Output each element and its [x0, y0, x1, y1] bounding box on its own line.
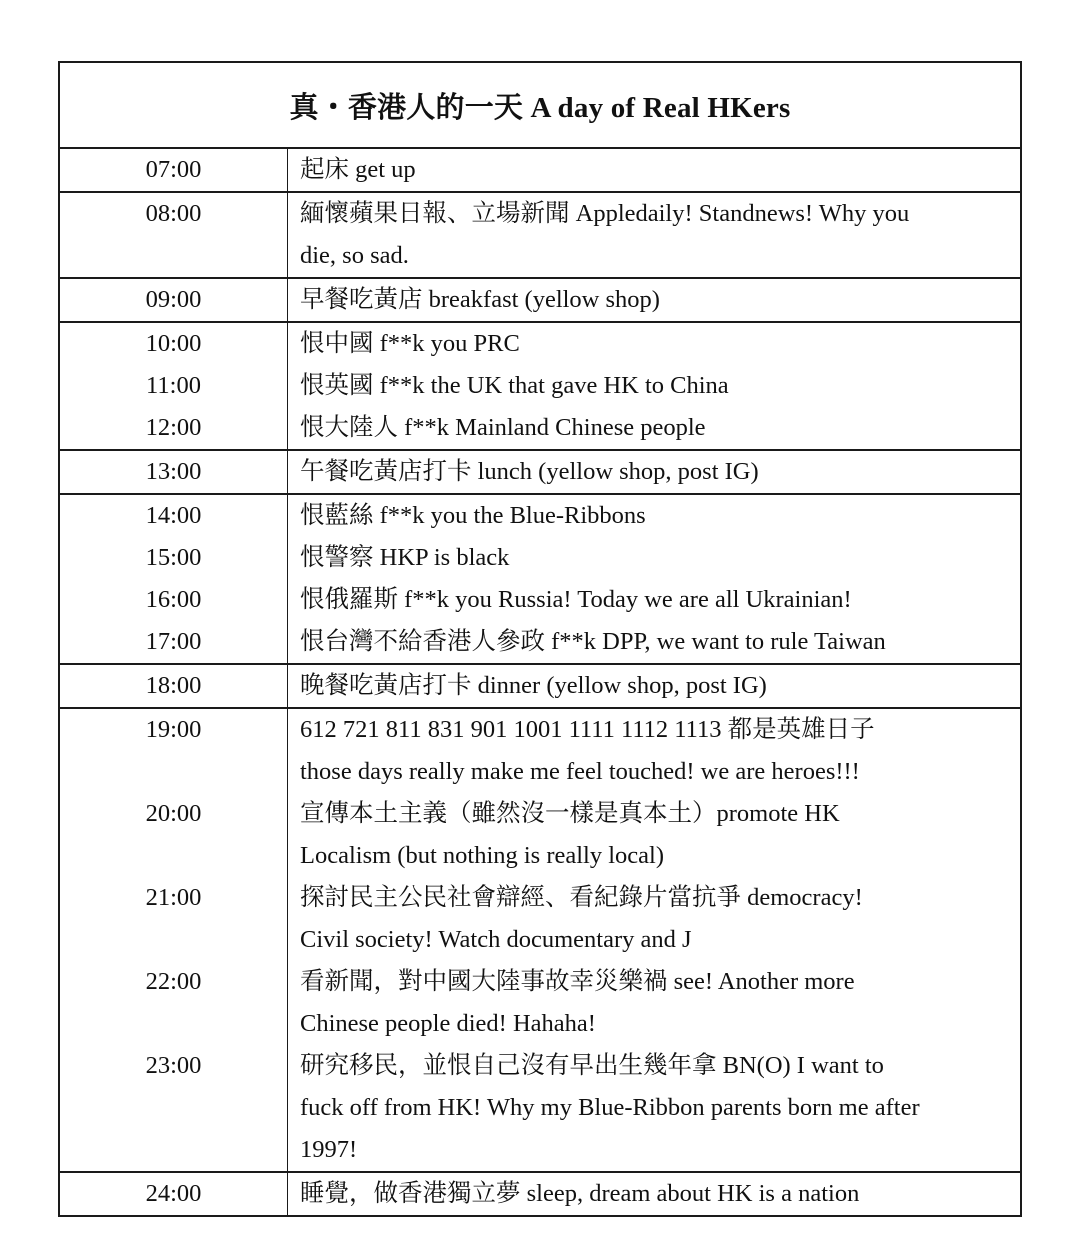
time-label: 23:00: [145, 1052, 202, 1079]
time-label: 24:00: [145, 1180, 202, 1207]
activity-cell: [288, 709, 1020, 1171]
table-title: 真・香港人的一天 A day of Real HKers: [60, 63, 1020, 149]
table-row: [60, 193, 1020, 279]
time-label: 15:00: [145, 544, 202, 571]
activity-text: those days really make me feel touched! we are heroes!!!: [300, 758, 860, 785]
activity-cell: [288, 193, 1020, 277]
table-row: [60, 495, 1020, 665]
activity-cell: [288, 451, 1020, 493]
time-label: 22:00: [145, 968, 202, 995]
activity-cell: [288, 279, 1020, 321]
table-row: [60, 149, 1020, 193]
time-label: 13:00: [145, 458, 202, 485]
time-label: 17:00: [145, 628, 202, 655]
activity-text: Chinese people died! Hahaha!: [300, 1010, 596, 1037]
activity-text: Localism (but nothing is really local): [300, 842, 665, 869]
time-cell: [60, 323, 288, 449]
activity-text: 恨大陸人 f**k Mainland Chinese people: [300, 414, 706, 441]
time-label: 20:00: [145, 800, 202, 827]
time-cell: [60, 665, 288, 707]
time-label: 21:00: [145, 884, 202, 911]
activity-cell: [288, 149, 1020, 191]
time-cell: [60, 1173, 288, 1215]
activity-text: 晚餐吃黃店打卡 dinner (yellow shop, post IG): [300, 672, 767, 699]
activity-text: 緬懷蘋果日報、立場新聞 Appledaily! Standnews! Why you: [300, 200, 910, 227]
schedule-rows: [60, 149, 1020, 1215]
activity-text: 睡覺，做香港獨立夢 sleep, dream about HK is a nation: [300, 1180, 860, 1207]
time-label: 09:00: [145, 286, 202, 313]
table-row: [60, 323, 1020, 451]
activity-text: 1997!: [300, 1136, 358, 1163]
activity-text: 恨台灣不給香港人參政 f**k DPP, we want to rule Taiwan: [300, 628, 886, 655]
activity-text: 恨英國 f**k the UK that gave HK to China: [300, 372, 729, 399]
time-label: 16:00: [145, 586, 202, 613]
activity-cell: [288, 665, 1020, 707]
table-row: [60, 451, 1020, 495]
time-label: 11:00: [146, 372, 201, 399]
activity-text: 探討民主公民社會辯經、看紀錄片當抗爭 democracy!: [300, 884, 863, 911]
time-label: 08:00: [145, 200, 202, 227]
time-cell: [60, 193, 288, 277]
time-label: 12:00: [145, 414, 202, 441]
activity-text: 午餐吃黃店打卡 lunch (yellow shop, post IG): [300, 458, 759, 485]
time-label: 07:00: [145, 156, 202, 183]
time-cell: [60, 279, 288, 321]
schedule-table: [58, 61, 1022, 1217]
table-row: [60, 279, 1020, 323]
time-cell: [60, 709, 288, 1171]
activity-cell: [288, 323, 1020, 449]
activity-text: Civil society! Watch documentary and J: [300, 926, 692, 953]
activity-text: 恨中國 f**k you PRC: [300, 330, 520, 357]
activity-text: 看新聞，對中國大陸事故幸災樂禍 see! Another more: [300, 968, 855, 995]
activity-text: 恨藍絲 f**k you the Blue-Ribbons: [300, 502, 646, 529]
activity-cell: [288, 1173, 1020, 1215]
activity-text: 起床 get up: [300, 156, 416, 183]
activity-text: fuck off from HK! Why my Blue-Ribbon parents born me after: [300, 1094, 920, 1121]
activity-text: 早餐吃黃店 breakfast (yellow shop): [300, 286, 660, 313]
activity-cell: [288, 495, 1020, 663]
activity-text: 研究移民，並恨自己沒有早出生幾年拿 BN(O) I want to: [300, 1052, 884, 1079]
activity-text: 612 721 811 831 901 1001 1111 1112 1113 都是英雄日子: [300, 716, 875, 743]
time-label: 14:00: [145, 502, 202, 529]
time-label: 10:00: [145, 330, 202, 357]
activity-text: die, so sad.: [300, 242, 409, 269]
time-label: 19:00: [145, 716, 202, 743]
time-cell: [60, 451, 288, 493]
table-row: [60, 1173, 1020, 1215]
time-cell: [60, 495, 288, 663]
activity-text: 恨俄羅斯 f**k you Russia! Today we are all Ukrainian!: [300, 586, 852, 613]
time-label: 18:00: [145, 672, 202, 699]
table-row: [60, 709, 1020, 1173]
time-cell: [60, 149, 288, 191]
activity-text: 宣傳本土主義（雖然沒一樣是真本土）promote HK: [300, 800, 840, 827]
table-row: [60, 665, 1020, 709]
activity-text: 恨警察 HKP is black: [300, 544, 510, 571]
